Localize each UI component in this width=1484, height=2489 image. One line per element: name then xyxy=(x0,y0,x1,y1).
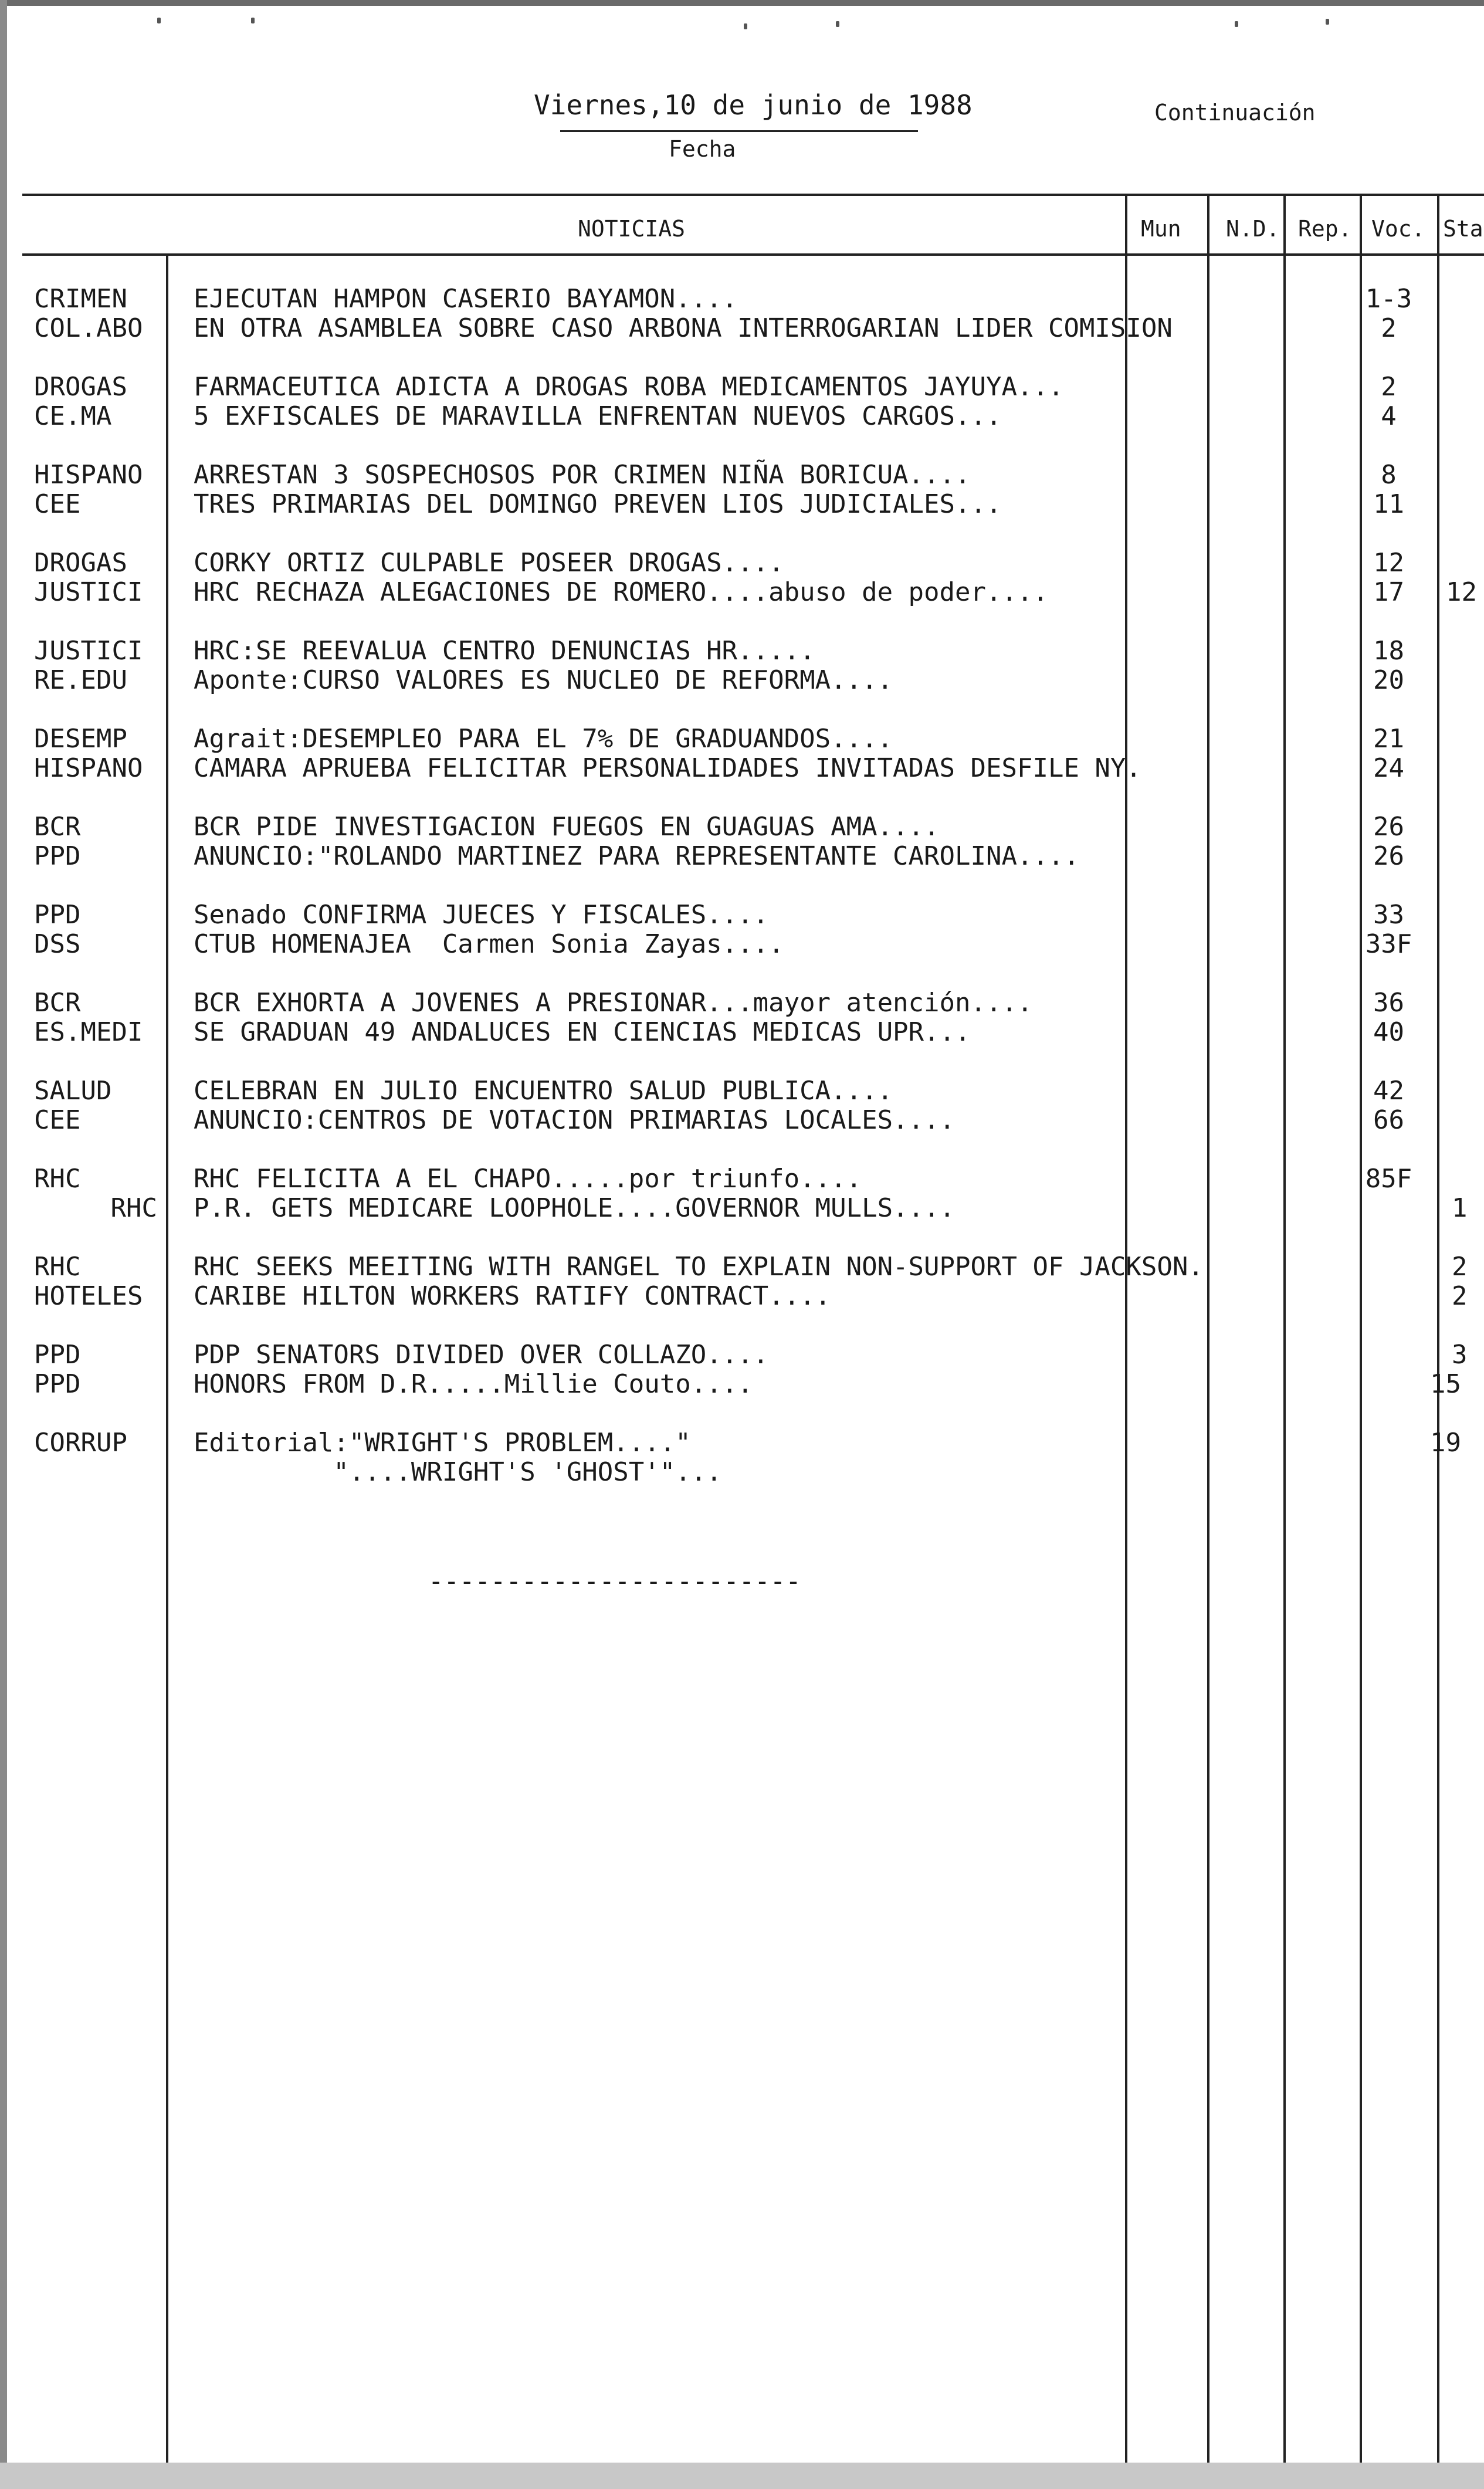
table-row xyxy=(0,812,1484,842)
headline-cell: CORKY ORTIZ CULPABLE POSEER DROGAS.... xyxy=(194,548,784,578)
headline-cell: BCR EXHORTA A JOVENES A PRESIONAR...mayor atención.... xyxy=(194,988,1033,1018)
table-row xyxy=(0,988,1484,1018)
table-row xyxy=(0,1076,1484,1106)
headline-cell: CAMARA APRUEBA FELICITAR PERSONALIDADES INVITADAS DESFILE NY. xyxy=(194,753,1141,783)
headline-cell: EN OTRA ASAMBLEA SOBRE CASO ARBONA INTERROGARIAN LIDER COMISION xyxy=(194,313,1173,343)
scan-border-top xyxy=(0,0,1484,6)
voc-cell: 20 xyxy=(1373,665,1404,695)
table-row xyxy=(0,1106,1484,1135)
category-cell: CORRUP xyxy=(34,1428,127,1458)
headline-cell: ANUNCIO:"ROLANDO MARTINEZ PARA REPRESENTANTE CAROLINA.... xyxy=(194,841,1079,871)
sta-heading: Sta xyxy=(1443,216,1483,242)
headline-cell: CARIBE HILTON WORKERS RATIFY CONTRACT.... xyxy=(194,1281,831,1311)
category-cell: COL.ABO xyxy=(34,313,143,343)
voc-cell: 40 xyxy=(1373,1017,1404,1047)
voc-cell: 42 xyxy=(1373,1076,1404,1106)
table-row xyxy=(0,460,1484,490)
table-row xyxy=(0,1018,1484,1047)
voc-cell: 11 xyxy=(1373,489,1404,519)
voc-cell: 85F xyxy=(1365,1164,1412,1194)
punch-mark xyxy=(1235,21,1238,27)
punch-mark xyxy=(836,21,839,27)
headline-cell: SE GRADUAN 49 ANDALUCES EN CIENCIAS MEDICAS UPR... xyxy=(194,1017,971,1047)
table-row xyxy=(0,1252,1484,1282)
category-cell: PPD xyxy=(34,900,81,930)
headline-cell: PDP SENATORS DIVIDED OVER COLLAZO.... xyxy=(194,1340,769,1370)
category-cell: CEE xyxy=(34,1105,81,1135)
table-row xyxy=(0,578,1484,607)
punch-mark xyxy=(251,18,255,23)
category-cell: JUSTICI xyxy=(34,577,143,607)
voc-cell: 12 xyxy=(1373,548,1404,578)
category-cell: BCR xyxy=(34,988,81,1018)
category-cell: JUSTICI xyxy=(34,636,143,666)
category-cell: ES.MEDI xyxy=(34,1017,143,1047)
voc-cell: 8 xyxy=(1381,460,1397,490)
noticias-heading: NOTICIAS xyxy=(578,216,686,242)
mun-heading: Mun xyxy=(1141,216,1181,242)
headline-cell: Editorial:"WRIGHT'S PROBLEM...." xyxy=(194,1428,691,1458)
category-cell: PPD xyxy=(34,1340,81,1370)
table-row xyxy=(0,842,1484,871)
voc-cell: 4 xyxy=(1381,401,1397,431)
punch-mark xyxy=(1326,19,1329,25)
table-header-rule xyxy=(22,253,1484,256)
sta-cell: 3 xyxy=(1452,1340,1468,1370)
headline-cell: P.R. GETS MEDICARE LOOPHOLE....GOVERNOR MULLS.... xyxy=(194,1193,956,1223)
table-row xyxy=(0,754,1484,783)
category-cell: CRIMEN xyxy=(34,284,127,314)
voc-cell: 24 xyxy=(1373,753,1404,783)
headline-cell: EJECUTAN HAMPON CASERIO BAYAMON.... xyxy=(194,284,738,314)
table-row xyxy=(0,1282,1484,1311)
sta-cell: 2 xyxy=(1452,1281,1468,1311)
category-cell: HOTELES xyxy=(34,1281,143,1311)
category-cell: BCR xyxy=(34,812,81,842)
category-cell: PPD xyxy=(34,841,81,871)
voc-cell: 66 xyxy=(1373,1105,1404,1135)
table-row xyxy=(0,900,1484,930)
headline-cell: BCR PIDE INVESTIGACION FUEGOS EN GUAGUAS AMA.... xyxy=(194,812,940,842)
table-row xyxy=(0,490,1484,519)
category-cell: SALUD xyxy=(34,1076,112,1106)
voc-cell: 21 xyxy=(1373,724,1404,754)
voc-cell: 26 xyxy=(1373,841,1404,871)
table-row xyxy=(0,1428,1484,1458)
sta-cell: 12 xyxy=(1446,577,1477,607)
sta-column-rule xyxy=(1437,194,1439,2463)
headline-cell: CTUB HOMENAJEA Carmen Sonia Zayas.... xyxy=(194,929,784,959)
headline-cell: Agrait:DESEMPLEO PARA EL 7% DE GRADUANDOS.... xyxy=(194,724,893,754)
headline-cell: ARRESTAN 3 SOSPECHOSOS POR CRIMEN NIÑA BORICUA.... xyxy=(194,460,971,490)
category-cell: CEE xyxy=(34,489,81,519)
table-row xyxy=(0,724,1484,754)
voc-cell: 1-3 xyxy=(1365,284,1412,314)
rep-heading: Rep. xyxy=(1298,216,1352,242)
voc-heading: Voc. xyxy=(1371,216,1425,242)
headline-cell: RHC SEEKS MEEITING WITH RANGEL TO EXPLAIN NON-SUPPORT OF JACKSON. xyxy=(194,1252,1204,1282)
continuation-label: Continuación xyxy=(1154,100,1316,126)
headline-cell: HRC RECHAZA ALEGACIONES DE ROMERO....abuso de poder.... xyxy=(194,577,1048,607)
voc-cell: 17 xyxy=(1373,577,1404,607)
headline-cell: 5 EXFISCALES DE MARAVILLA ENFRENTAN NUEVOS CARGOS... xyxy=(194,401,1002,431)
category-cell: DESEMP xyxy=(34,724,127,754)
voc-cell: 2 xyxy=(1381,372,1397,402)
category-cell: HISPANO xyxy=(34,753,143,783)
sta-cell: 19 xyxy=(1430,1428,1461,1458)
headline-cell: ANUNCIO:CENTROS DE VOTACION PRIMARIAS LOCALES.... xyxy=(194,1105,956,1135)
category-cell: RE.EDU xyxy=(34,665,127,695)
category-cell: HISPANO xyxy=(34,460,143,490)
category-cell: PPD xyxy=(34,1369,81,1399)
nd-column-rule xyxy=(1207,194,1209,2463)
end-dashes: ------------------------ xyxy=(428,1566,801,1596)
table-row xyxy=(0,930,1484,959)
table-row xyxy=(0,1370,1484,1399)
headline-cell: FARMACEUTICA ADICTA A DROGAS ROBA MEDICAMENTOS JAYUYA... xyxy=(194,372,1064,402)
punch-mark xyxy=(157,18,161,23)
headline-cell: HRC:SE REEVALUA CENTRO DENUNCIAS HR..... xyxy=(194,636,815,666)
voc-cell: 33 xyxy=(1373,900,1404,930)
table-row xyxy=(0,1194,1484,1223)
punch-mark xyxy=(744,23,747,29)
category-cell: RHC xyxy=(34,1164,81,1194)
voc-cell: 2 xyxy=(1381,313,1397,343)
headline-cell: Aponte:CURSO VALORES ES NUCLEO DE REFORMA.... xyxy=(194,665,893,695)
voc-cell: 18 xyxy=(1373,636,1404,666)
table-row xyxy=(0,372,1484,402)
headline-cell: RHC FELICITA A EL CHAPO.....por triunfo.... xyxy=(194,1164,862,1194)
category-cell: CE.MA xyxy=(34,401,112,431)
table-row xyxy=(0,666,1484,695)
category-cell: DSS xyxy=(34,929,81,959)
date-underline xyxy=(560,130,918,132)
category-cell: RHC xyxy=(34,1252,81,1282)
category-cell: DROGAS xyxy=(34,372,127,402)
category-cell: DROGAS xyxy=(34,548,127,578)
headline-cell: TRES PRIMARIAS DEL DOMINGO PREVEN LIOS JUDICIALES... xyxy=(194,489,1002,519)
category-cell: RHC xyxy=(110,1193,157,1223)
table-row xyxy=(0,636,1484,666)
voc-cell: 33F xyxy=(1365,929,1412,959)
headline-cell: "....WRIGHT'S 'GHOST'"... xyxy=(194,1457,722,1487)
table-row xyxy=(0,548,1484,578)
scan-border-bottom xyxy=(0,2463,1484,2489)
voc-cell: 36 xyxy=(1373,988,1404,1018)
table-top-rule xyxy=(22,194,1484,196)
voc-column-rule xyxy=(1360,194,1362,2463)
sta-cell: 1 xyxy=(1452,1193,1468,1223)
mun-column-rule xyxy=(1125,194,1127,2463)
headline-cell: HONORS FROM D.R.....Millie Couto.... xyxy=(194,1369,753,1399)
sta-cell: 15 xyxy=(1430,1369,1461,1399)
voc-cell: 26 xyxy=(1373,812,1404,842)
headline-cell: Senado CONFIRMA JUECES Y FISCALES.... xyxy=(194,900,769,930)
rep-column-rule xyxy=(1283,194,1286,2463)
sta-cell: 2 xyxy=(1452,1252,1468,1282)
table-row xyxy=(0,1458,1484,1487)
nd-heading: N.D. xyxy=(1226,216,1280,242)
table-row xyxy=(0,285,1484,314)
table-row xyxy=(0,1164,1484,1194)
table-row xyxy=(0,402,1484,431)
date-label: Fecha xyxy=(669,136,736,162)
table-row xyxy=(0,1340,1484,1370)
table-row xyxy=(0,314,1484,343)
headline-cell: CELEBRAN EN JULIO ENCUENTRO SALUD PUBLICA.... xyxy=(194,1076,893,1106)
date-text: Viernes,10 de junio de 1988 xyxy=(534,89,973,121)
